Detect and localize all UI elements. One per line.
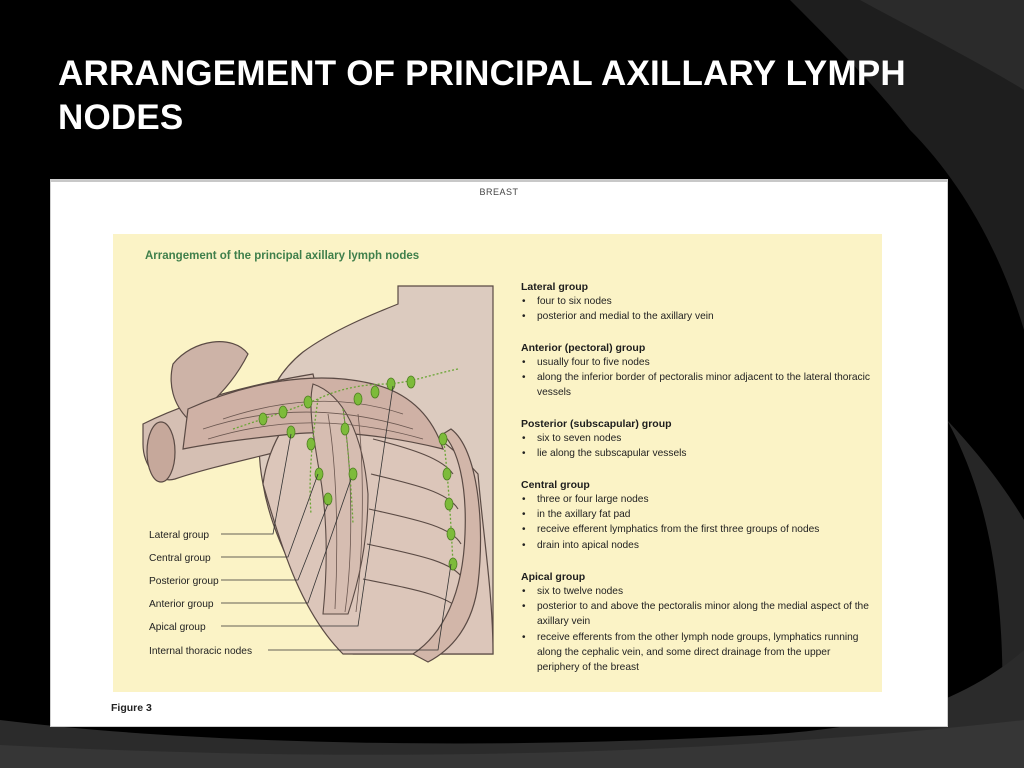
group-list	[521, 355, 871, 401]
slide-title: ARRANGEMENT OF PRINCIPAL AXILLARY LYMPH NODES	[58, 54, 906, 137]
arm-cut-surface	[147, 422, 175, 482]
apical-group-block	[521, 570, 871, 675]
panel-title: Arrangement of the principal axillary lymph nodes	[145, 250, 420, 262]
anterior-group-block	[521, 341, 871, 401]
figure-panel	[113, 234, 882, 692]
posterior-group-block	[521, 417, 871, 461]
list-item: • six to twelve nodes	[521, 584, 871, 599]
group-list	[521, 584, 871, 675]
frame-top-rule	[51, 180, 947, 182]
label-posterior-group: Posterior group	[149, 576, 219, 587]
list-item: • three or four large nodes	[521, 492, 871, 507]
group-list	[521, 294, 871, 324]
list-item: • posterior and medial to the axillary vein	[521, 309, 871, 324]
central-group-block	[521, 478, 871, 553]
group-title: Anterior (pectoral) group	[521, 342, 646, 354]
list-item: • usually four to five nodes	[521, 355, 871, 370]
label-apical-group: Apical group	[149, 622, 206, 633]
label-anterior-group: Anterior group	[149, 599, 214, 610]
figure-caption: Figure 3	[111, 702, 152, 714]
list-item: • along the inferior border of pectoralis minor adjacent to the lateral thoracic vessels	[521, 370, 871, 400]
group-title: Posterior (subscapular) group	[521, 418, 672, 430]
label-lateral-group: Lateral group	[149, 530, 210, 541]
label-central-group: Central group	[149, 553, 211, 564]
group-list	[521, 492, 871, 553]
list-item: • in the axillary fat pad	[521, 507, 871, 522]
list-item: • drain into apical nodes	[521, 538, 871, 553]
list-item: • posterior to and above the pectoralis minor along the medial aspect of the axillary vein	[521, 599, 871, 629]
lateral-group-block	[521, 280, 871, 324]
label-internal-thoracic-nodes: Internal thoracic nodes	[149, 646, 253, 657]
list-item: • lie along the subscapular vessels	[521, 446, 871, 461]
list-item: • receive efferent lymphatics from the first three groups of nodes	[521, 522, 871, 537]
list-item: • receive efferents from the other lymph node groups, lymphatics running along the cephalic vein, and some direct drainage from the upper periphery of the breast	[521, 630, 871, 676]
list-item: • four to six nodes	[521, 294, 871, 309]
group-title: Apical group	[521, 571, 586, 583]
page-header: BREAST	[479, 187, 519, 197]
figure-frame	[51, 180, 947, 726]
group-title: Central group	[521, 479, 590, 491]
list-item: • six to seven nodes	[521, 431, 871, 446]
group-list	[521, 431, 871, 461]
group-title: Lateral group	[521, 281, 589, 293]
